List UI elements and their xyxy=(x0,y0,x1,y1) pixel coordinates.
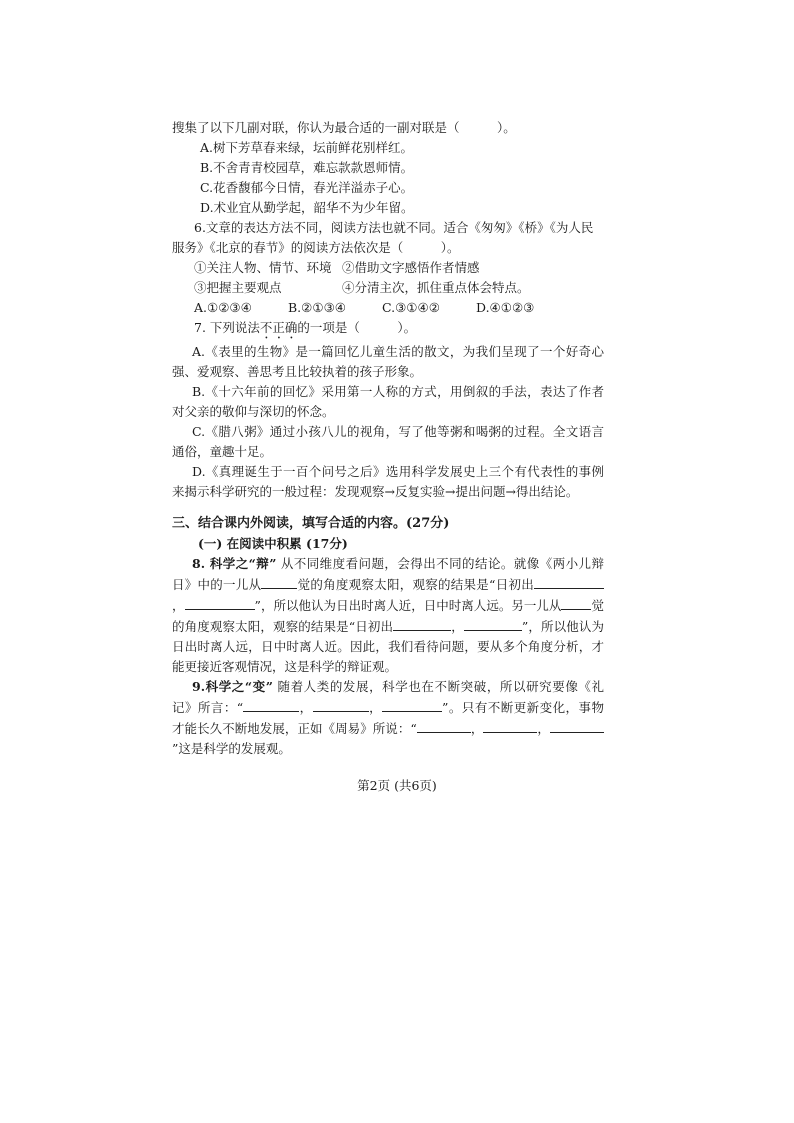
q9-label: 9.科学之“变” xyxy=(192,679,273,694)
q6-method-4: ④分清主次，抓住重点体会特点。 xyxy=(342,280,530,295)
q8-label: 8. 科学之“辩” xyxy=(192,556,277,571)
q8-blank-6[interactable] xyxy=(464,616,522,631)
q9-paragraph xyxy=(172,677,604,759)
q8-text-7: ”，所以他认为日出时离人远，日中时离人近。因此，我们看待问题，要从多个角度分析，才能更接近客观情况，这是科学的辩证观。 xyxy=(172,619,604,674)
page-content xyxy=(172,118,604,759)
q6-choice-c: C.③①④② xyxy=(382,300,440,315)
q8-text-6: ， xyxy=(451,619,464,634)
section-3-sub1: (一) 在阅读中积累 (17分) xyxy=(198,536,348,551)
q5-option-d: D.术业宜从勤学起，韶华不为少年留。 xyxy=(200,200,414,215)
q6-methods-row1 xyxy=(172,258,604,278)
q7-option-a: A.《表里的生物》是一篇回忆儿童生活的散文，为我们呈现了一个好奇心强、爱观察、善思考且比较执着的孩子形象。 xyxy=(172,344,604,379)
q6-method-1: ①关注人物、情节、环境 xyxy=(194,260,332,275)
q5-stem-text: 搜集了以下几副对联，你认为最合适的一副对联是（ ）。 xyxy=(172,120,516,135)
q9-text-6: ， xyxy=(537,721,550,736)
q7-stem-suffix: 的一项是（ ）。 xyxy=(297,320,417,335)
q5-option-b: B.不舍青青校园草，难忘款款恩师情。 xyxy=(200,160,414,175)
q7-stem-emphasis: 不正确 xyxy=(259,320,298,335)
q6-choice-d: D.④①②③ xyxy=(476,300,535,315)
q7-stem xyxy=(172,318,604,342)
q8-blank-1[interactable] xyxy=(261,574,297,589)
q8-blank-4[interactable] xyxy=(561,595,591,610)
q9-text-5: ， xyxy=(470,721,484,736)
q6-method-3: ③把握主要观点 xyxy=(194,280,282,295)
q8-paragraph xyxy=(172,554,604,677)
q9-text-1: 随着人类的发展，科学也在不断突破，所以研究要像《礼记》所言：“ xyxy=(172,679,604,715)
q9-text-3: ， xyxy=(368,700,383,715)
q9-text-4: ”。只有不断更新变化，事物才能长久不断地发展，正如《周易》所说：“ xyxy=(172,700,604,736)
q6-choice-a: A.①②③④ xyxy=(194,300,252,315)
q7-option-b: B.《十六年前的回忆》采用第一人称的方式，用倒叙的手法，表达了作者对父亲的敬仰与深切的怀念。 xyxy=(172,384,604,419)
q8-text-1: 从不同维度看问题，会得出不同的结论。就像《两小儿辩日》中的一儿从 xyxy=(172,556,604,592)
q7-option-d: D.《真理诞生于一百个问号之后》选用科学发展史上三个有代表性的事例来揭示科学研究的一般过程：发现观察→反复实验→提出问题→得出结论。 xyxy=(172,464,604,499)
q6-stem-line1: 6.文章的表达方法不同，阅读方法也就不同。适合《匆匆》《桥》《为人民 xyxy=(194,220,594,235)
q8-blank-3[interactable] xyxy=(185,595,255,610)
q5-option-a: A.树下芳草春来绿，坛前鲜花别样红。 xyxy=(200,140,414,155)
q8-text-5: 觉的角度观察太阳，观察的结果是“日初出 xyxy=(172,598,604,634)
section-3-title: 三、结合课内外阅读，填写合适的内容。(27分) xyxy=(172,516,450,531)
q6-stem-line2: 服务》《北京的春节》的阅读方法依次是（ ）。 xyxy=(172,240,460,255)
q7-option-c: C.《腊八粥》通过小孩八儿的视角，写了他等粥和喝粥的过程。全文语言通俗，童趣十足。 xyxy=(172,424,604,459)
q9-blank-6[interactable] xyxy=(550,718,604,733)
q6-method-2: ②借助文字感悟作者情感 xyxy=(342,260,480,275)
q8-text-4: ”，所以他认为日出时离人近，日中时离人远。另一儿从 xyxy=(254,598,562,613)
q6-methods-row2 xyxy=(172,278,604,298)
page-footer: 第2页 (共6页) xyxy=(357,778,437,793)
q8-blank-5[interactable] xyxy=(393,616,451,631)
q8-blank-2[interactable] xyxy=(534,574,604,589)
q9-text-2: ， xyxy=(299,700,313,715)
q8-text-3: ， xyxy=(172,598,185,613)
q7-stem-prefix: 7. 下列说法 xyxy=(194,320,260,335)
q9-blank-5[interactable] xyxy=(483,718,537,733)
q9-text-7: ”这是科学的发展观。 xyxy=(172,741,291,756)
q6-choice-b: B.②①③④ xyxy=(288,300,346,315)
q5-option-c: C.花香馥郁今日情，春光洋溢赤子心。 xyxy=(200,180,414,195)
q9-blank-4[interactable] xyxy=(417,718,471,733)
q9-blank-3[interactable] xyxy=(382,697,442,712)
q8-text-2: 觉的角度观察太阳，观察的结果是“日初出 xyxy=(297,577,534,592)
q9-blank-2[interactable] xyxy=(313,697,369,712)
q6-choices xyxy=(172,298,604,318)
q9-blank-1[interactable] xyxy=(243,697,299,712)
q5-stem xyxy=(172,118,604,138)
